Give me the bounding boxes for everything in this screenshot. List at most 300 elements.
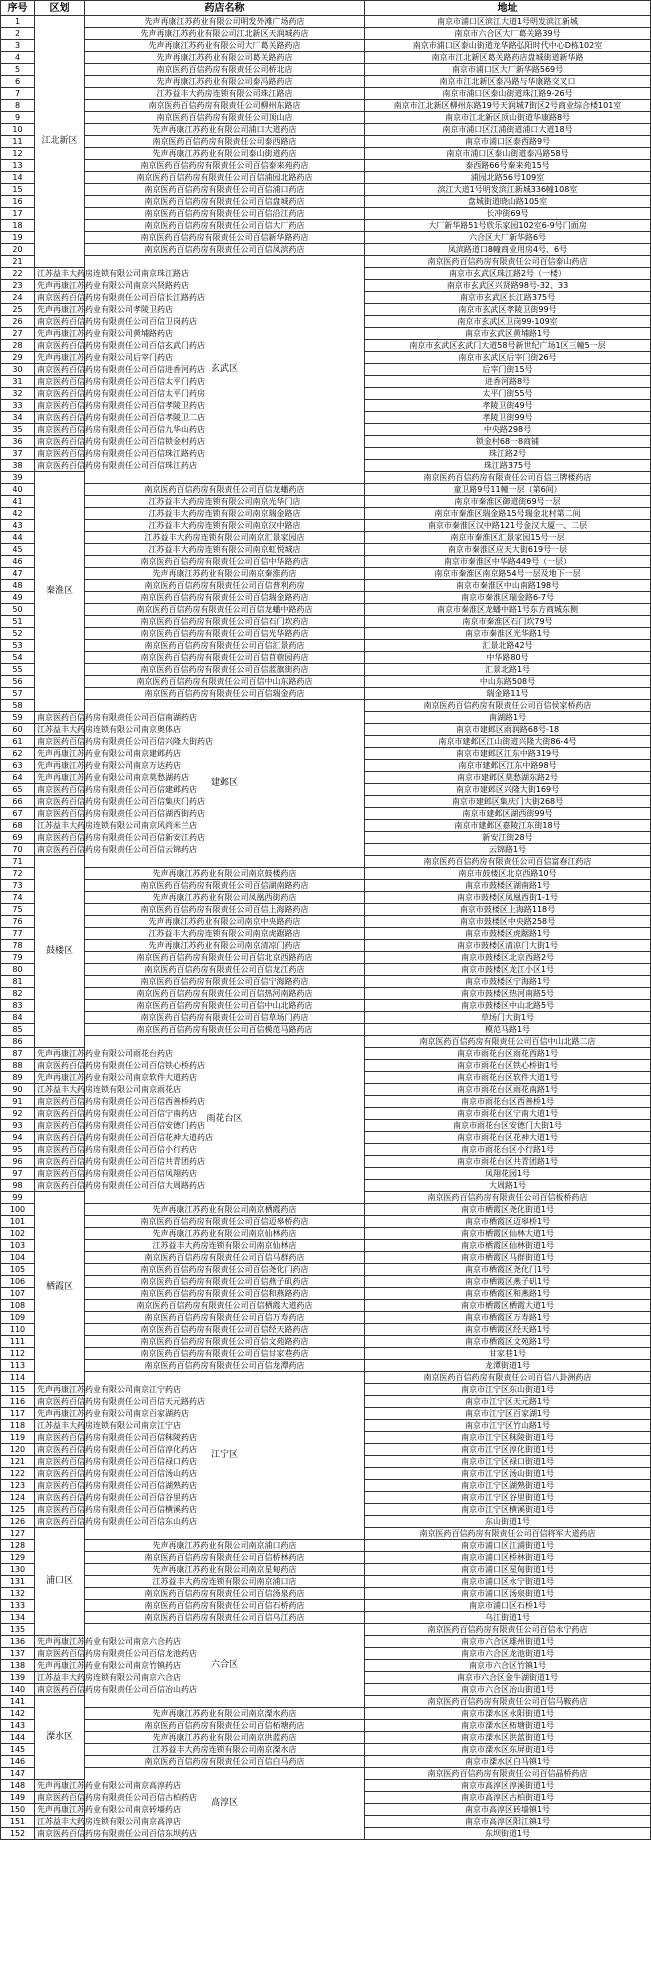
row-index: 8 bbox=[1, 100, 35, 112]
table-row bbox=[1, 1360, 651, 1372]
pharmacy-address: 南京市江北新区泰冯路与华康路交叉口 bbox=[365, 76, 651, 88]
pharmacy-address: 瑞金路11号 bbox=[365, 688, 651, 700]
pharmacy-name: 南京医药百信药房有限责任公司百信凤滨药店 bbox=[85, 244, 365, 256]
row-index: 38 bbox=[1, 460, 35, 472]
pharmacy-name: 先声再康江苏药业有限公司大厂葛关路药店 bbox=[85, 40, 365, 52]
pharmacy-address: 孝陵卫街49号 bbox=[365, 400, 651, 412]
table-row bbox=[1, 232, 651, 244]
row-index: 23 bbox=[1, 280, 35, 292]
pharmacy-name: 先声再康江苏药业有限公司南京洪蓝药店 bbox=[85, 1732, 365, 1744]
pharmacy-name: 南京医药百信药房有限责任公司百信泰山药店 bbox=[365, 256, 651, 268]
pharmacy-name: 先声再康江苏药业有限公司南京百家湖药店 bbox=[35, 1408, 85, 1420]
row-index: 106 bbox=[1, 1276, 35, 1288]
pharmacy-name: 南京医药百信药房有限责任公司百信永宁药店 bbox=[365, 1624, 651, 1636]
pharmacy-name: 江苏益丰大药房连锁有限公司南京仙林店 bbox=[85, 1240, 365, 1252]
pharmacy-name: 先声再康江苏药业有限公司葛关路药店 bbox=[85, 52, 365, 64]
pharmacy-name: 先声再康江苏药业有限公司南京鼓楼药店 bbox=[85, 868, 365, 880]
row-index: 81 bbox=[1, 976, 35, 988]
pharmacy-address: 南京市江宁区禄口街道1号 bbox=[365, 1456, 651, 1468]
row-index: 67 bbox=[1, 808, 35, 820]
pharmacy-address: 草场门大街1号 bbox=[365, 1012, 651, 1024]
pharmacy-name: 先声再康江苏药业有限公司泰冯路药店 bbox=[85, 76, 365, 88]
pharmacy-name: 先声再康江苏药业有限公司南京建邺药店 bbox=[35, 748, 85, 760]
row-index: 44 bbox=[1, 532, 35, 544]
row-index: 82 bbox=[1, 988, 35, 1000]
pharmacy-address: 珠江路2号 bbox=[365, 448, 651, 460]
row-index: 144 bbox=[1, 1732, 35, 1744]
row-index: 108 bbox=[1, 1300, 35, 1312]
row-index: 101 bbox=[1, 1216, 35, 1228]
pharmacy-address: 南京市栖霞区燕子矶1号 bbox=[365, 1276, 651, 1288]
pharmacy-address: 南京市栖霞区栖霞大道1号 bbox=[365, 1300, 651, 1312]
row-index: 125 bbox=[1, 1504, 35, 1516]
pharmacy-address: 南京市浦口区泰山街道泰冯路58号 bbox=[365, 148, 651, 160]
pharmacy-name: 南京医药百信药房有限责任公司百信安德门药店 bbox=[35, 1120, 85, 1132]
row-index: 140 bbox=[1, 1684, 35, 1696]
row-index: 48 bbox=[1, 580, 35, 592]
pharmacy-address: 南京市雨花台区西善桥1号 bbox=[365, 1096, 651, 1108]
pharmacy-name: 南京医药百信药房有限责任公司百信湖西街药店 bbox=[35, 808, 85, 820]
row-index: 40 bbox=[1, 484, 35, 496]
pharmacy-address: 南京市秦淮区汇景家园15号一层 bbox=[365, 532, 651, 544]
pharmacy-address: 南京市鼓楼区湖南路1号 bbox=[365, 880, 651, 892]
pharmacy-name: 南京医药百信药房有限责任公司百信西善桥药店 bbox=[35, 1096, 85, 1108]
pharmacy-name: 南京医药百信药房有限责任公司百信燕子矶药店 bbox=[85, 1276, 365, 1288]
table-row bbox=[1, 1708, 651, 1720]
row-index: 102 bbox=[1, 1228, 35, 1240]
row-index: 42 bbox=[1, 508, 35, 520]
row-index: 17 bbox=[1, 208, 35, 220]
table-row bbox=[1, 532, 651, 544]
pharmacy-address: 南京市建邺区江东中路98号 bbox=[365, 760, 651, 772]
table-row bbox=[1, 952, 651, 964]
row-index: 55 bbox=[1, 664, 35, 676]
row-index: 94 bbox=[1, 1132, 35, 1144]
pharmacy-name: 南京医药百信药房有限责任公司百信模范马路药店 bbox=[85, 1024, 365, 1036]
pharmacy-name: 南京医药百信药房有限责任公司百信迈皋桥药店 bbox=[85, 1216, 365, 1228]
table-row bbox=[1, 1276, 651, 1288]
row-index: 118 bbox=[1, 1420, 35, 1432]
pharmacy-address: 南京市浦口区泰山街道龙华路弘阳时代中心D栋102室 bbox=[365, 40, 651, 52]
pharmacy-address: 南京市栖霞区尧化门1号 bbox=[365, 1264, 651, 1276]
pharmacy-address: 南京市栖霞区迈皋桥1号 bbox=[365, 1216, 651, 1228]
header-row bbox=[1, 1, 651, 16]
table-row bbox=[1, 1012, 651, 1024]
district-cell: 江宁区 bbox=[85, 1372, 365, 1540]
pharmacy-name: 南京医药百信药房有限责任公司百信龙蟠药店 bbox=[85, 484, 365, 496]
pharmacy-name: 江苏益丰大药房连锁有限公司南京浦口店 bbox=[85, 1576, 365, 1588]
pharmacy-name: 江苏益丰大药房连锁有限公司南京六合店 bbox=[35, 1672, 85, 1684]
pharmacy-name: 南京医药百信药房有限责任公司百信桥林药店 bbox=[85, 1552, 365, 1564]
table-row bbox=[1, 700, 651, 712]
pharmacy-name: 南京医药百信药房有限责任公司百信柘塘药店 bbox=[85, 1720, 365, 1732]
table-row bbox=[1, 1240, 651, 1252]
pharmacy-name: 南京医药百信药房有限责任公司百信马鞍药店 bbox=[365, 1696, 651, 1708]
pharmacy-address: 南京市雨花台区铁心桥街1号 bbox=[365, 1060, 651, 1072]
district-cell: 栖霞区 bbox=[35, 1192, 85, 1384]
pharmacy-address: 南京市建邺区湖西街99号 bbox=[365, 808, 651, 820]
pharmacy-name: 南京医药百信药房有限责任公司百信北京西路药店 bbox=[85, 952, 365, 964]
table-row bbox=[1, 28, 651, 40]
pharmacy-name: 南京医药百信药房有限责任公司百信集庆门药店 bbox=[35, 796, 85, 808]
pharmacy-address: 南京市江宁区湖熟街道1号 bbox=[365, 1480, 651, 1492]
pharmacy-name: 南京医药百信药房有限责任公司百信经天路药店 bbox=[85, 1324, 365, 1336]
pharmacy-name: 先声再康江苏药业有限公司南京栖霞药店 bbox=[85, 1204, 365, 1216]
row-index: 65 bbox=[1, 784, 35, 796]
table-row bbox=[1, 100, 651, 112]
pharmacy-address: 南京市玄武区长江路375号 bbox=[365, 292, 651, 304]
pharmacy-name: 南京医药百信药房有限责任公司百信马群药店 bbox=[85, 1252, 365, 1264]
row-index: 133 bbox=[1, 1600, 35, 1612]
pharmacy-name: 南京医药百信药房有限责任公司百信长江路药店 bbox=[35, 292, 85, 304]
row-index: 145 bbox=[1, 1744, 35, 1756]
pharmacy-name: 先声再康江苏药业有限公司江北新区天润城药店 bbox=[85, 28, 365, 40]
pharmacy-name: 南京医药百信药房有限责任公司百信横溪药店 bbox=[35, 1504, 85, 1516]
table-row bbox=[1, 1000, 651, 1012]
pharmacy-address: 南湖路1号 bbox=[365, 712, 651, 724]
table-row bbox=[1, 16, 651, 28]
table-row bbox=[1, 1552, 651, 1564]
pharmacy-name: 南京医药百信药房有限责任公司百信龙江药店 bbox=[85, 964, 365, 976]
pharmacy-address: 南京市江宁区天元路1号 bbox=[365, 1396, 651, 1408]
row-index: 45 bbox=[1, 544, 35, 556]
pharmacy-name: 南京医药百信药房有限责任公司百信淳化药店 bbox=[35, 1444, 85, 1456]
table-row bbox=[1, 112, 651, 124]
pharmacy-address: 南京市溧水区东屏街道1号 bbox=[365, 1744, 651, 1756]
pharmacy-name: 南京医药百信药房有限责任公司百信泰来苑药店 bbox=[85, 160, 365, 172]
pharmacy-name: 先声再康江苏药业有限公司南京溧水药店 bbox=[85, 1708, 365, 1720]
pharmacy-address: 南京市六合区金牛湖街道1号 bbox=[365, 1672, 651, 1684]
pharmacy-name: 先声再康江苏药业有限公司南京浦口药店 bbox=[85, 1540, 365, 1552]
row-index: 3 bbox=[1, 40, 35, 52]
pharmacy-address: 南京市鼓楼区虎踞路1号 bbox=[365, 928, 651, 940]
row-index: 13 bbox=[1, 160, 35, 172]
row-index: 104 bbox=[1, 1252, 35, 1264]
row-index: 43 bbox=[1, 520, 35, 532]
pharmacy-address: 南京市秦淮区汉中路121号金汉大厦一、二层 bbox=[365, 520, 651, 532]
pharmacy-address: 后宰门街15号 bbox=[365, 364, 651, 376]
pharmacy-name: 江苏益丰大药房连锁有限公司南京珠江路店 bbox=[35, 268, 85, 280]
pharmacy-name: 先声再康江苏药业有限公司凤凰西街药店 bbox=[85, 892, 365, 904]
pharmacy-address: 南京市建邺区集庆门大街268号 bbox=[365, 796, 651, 808]
table-row bbox=[1, 1348, 651, 1360]
row-index: 88 bbox=[1, 1060, 35, 1072]
row-index: 126 bbox=[1, 1516, 35, 1528]
pharmacy-name: 江苏益丰大药房连锁有限公司南京汉中路店 bbox=[85, 520, 365, 532]
pharmacy-name: 南京医药百信药房有限责任公司百信白马药店 bbox=[85, 1756, 365, 1768]
pharmacy-name: 南京医药百信药房有限责任公司桥北店 bbox=[85, 64, 365, 76]
row-index: 61 bbox=[1, 736, 35, 748]
header-address: 地址 bbox=[365, 1, 651, 16]
pharmacy-address: 南京市栖霞区仙林大道1号 bbox=[365, 1228, 651, 1240]
pharmacy-address: 南京市雨花台区共青团路1号 bbox=[365, 1156, 651, 1168]
row-index: 121 bbox=[1, 1456, 35, 1468]
row-index: 141 bbox=[1, 1696, 35, 1708]
pharmacy-address: 南京市秦淮区瑞金路6-7号 bbox=[365, 592, 651, 604]
pharmacy-name: 南京医药百信药房有限责任公司百信板桥药店 bbox=[365, 1192, 651, 1204]
table-row bbox=[1, 520, 651, 532]
table-row bbox=[1, 1576, 651, 1588]
table-row bbox=[1, 592, 651, 604]
pharmacy-address: 滨江大道1号明发滨江新城336幢108室 bbox=[365, 184, 651, 196]
pharmacy-address: 南京市六合区龙池街道1号 bbox=[365, 1648, 651, 1660]
pharmacy-address: 大周路1号 bbox=[365, 1180, 651, 1192]
pharmacy-address: 南京市秦淮区南京路54号一层及地下一层 bbox=[365, 568, 651, 580]
pharmacy-address: 南京市玄武区卫岗99-109室 bbox=[365, 316, 651, 328]
pharmacy-name: 南京医药百信药房有限责任公司百信晶桥药店 bbox=[365, 1768, 651, 1780]
row-index: 28 bbox=[1, 340, 35, 352]
pharmacy-address: 南京市浦口区泰西路9号 bbox=[365, 136, 651, 148]
table-row bbox=[1, 196, 651, 208]
pharmacy-name: 南京医药百信药房有限责任公司百信孝陵卫二店 bbox=[35, 412, 85, 424]
pharmacy-name: 南京医药百信药房有限责任公司百信汤山药店 bbox=[35, 1468, 85, 1480]
pharmacy-name: 先声再康江苏药业有限公司浦口大道药店 bbox=[85, 124, 365, 136]
row-index: 116 bbox=[1, 1396, 35, 1408]
pharmacy-address: 南京市溧水区洪蓝街道1号 bbox=[365, 1732, 651, 1744]
pharmacy-name: 南京医药百信药房有限责任公司百信汤泉药店 bbox=[85, 1588, 365, 1600]
table-row bbox=[1, 208, 651, 220]
row-index: 30 bbox=[1, 364, 35, 376]
row-index: 109 bbox=[1, 1312, 35, 1324]
pharmacy-address: 南京市秦淮区应天大街619号一层 bbox=[365, 544, 651, 556]
pharmacy-address: 南京市江北新区柳州东路19号天润城7街区2号商业综合楼101室 bbox=[365, 100, 651, 112]
row-index: 10 bbox=[1, 124, 35, 136]
row-index: 36 bbox=[1, 436, 35, 448]
row-index: 78 bbox=[1, 940, 35, 952]
pharmacy-name: 先声再康江苏药业有限公司孝陵卫药店 bbox=[35, 304, 85, 316]
pharmacy-address: 南京市浦口区石桥1号 bbox=[365, 1600, 651, 1612]
pharmacy-name: 先声再康江苏药业有限公司南京中央路药店 bbox=[85, 916, 365, 928]
pharmacy-name: 江苏益丰大药房连锁有限公司南京光华门店 bbox=[85, 496, 365, 508]
row-index: 34 bbox=[1, 412, 35, 424]
table-row bbox=[1, 1288, 651, 1300]
pharmacy-name: 先声再康江苏药业有限公司南京高淳药店 bbox=[35, 1780, 85, 1792]
district-cell: 雨花台区 bbox=[85, 1036, 365, 1204]
pharmacy-name: 南京医药百信药房有限责任公司百信中山北路二店 bbox=[365, 1036, 651, 1048]
pharmacy-name: 南京医药百信药房有限责任公司百信和燕路药店 bbox=[85, 1288, 365, 1300]
pharmacy-name: 先声再康江苏药业有限公司雨花台药店 bbox=[35, 1048, 85, 1060]
row-index: 69 bbox=[1, 832, 35, 844]
pharmacy-name: 先声再康江苏药业有限公司南京软件大道药店 bbox=[35, 1072, 85, 1084]
table-row bbox=[1, 1324, 651, 1336]
pharmacy-name: 南京医药百信药房有限责任公司百信草场门药店 bbox=[85, 1012, 365, 1024]
row-index: 131 bbox=[1, 1576, 35, 1588]
pharmacy-name: 南京医药百信药房有限责任公司百信三牌楼药店 bbox=[365, 472, 651, 484]
row-index: 5 bbox=[1, 64, 35, 76]
pharmacy-address: 孝陵卫街99号 bbox=[365, 412, 651, 424]
pharmacy-address: 南京市玄武区珠江路2号（一楼） bbox=[365, 268, 651, 280]
row-index: 4 bbox=[1, 52, 35, 64]
row-index: 100 bbox=[1, 1204, 35, 1216]
row-index: 66 bbox=[1, 796, 35, 808]
row-index: 15 bbox=[1, 184, 35, 196]
pharmacy-address: 南京市溧水区柘塘街道1号 bbox=[365, 1720, 651, 1732]
row-index: 76 bbox=[1, 916, 35, 928]
pharmacy-name: 先声再康江苏药业有限公司南京秦淮药店 bbox=[85, 568, 365, 580]
pharmacy-address: 南京市雨花台区小行路1号 bbox=[365, 1144, 651, 1156]
pharmacy-name: 江苏益丰大药房连锁有限公司南京江宁店 bbox=[35, 1420, 85, 1432]
table-row bbox=[1, 124, 651, 136]
table-row bbox=[1, 544, 651, 556]
pharmacy-address: 南京市浦口区泰山街道珠江路9-26号 bbox=[365, 88, 651, 100]
pharmacy-name: 南京医药百信药房有限责任公司百信石桥药店 bbox=[85, 1600, 365, 1612]
pharmacy-name: 南京医药百信药房有限责任公司百信将军大道药店 bbox=[365, 1528, 651, 1540]
row-index: 68 bbox=[1, 820, 35, 832]
row-index: 98 bbox=[1, 1180, 35, 1192]
pharmacy-name: 南京医药百信药房有限责任公司百信孝陵卫药店 bbox=[35, 400, 85, 412]
table-row bbox=[1, 640, 651, 652]
pharmacy-name: 南京医药百信药房有限责任公司百信东坝药店 bbox=[35, 1828, 85, 1840]
pharmacy-address: 南京市玄武区兴贤路98号-32、33 bbox=[365, 280, 651, 292]
pharmacy-address: 南京市栖霞区和燕路1号 bbox=[365, 1288, 651, 1300]
table-row bbox=[1, 604, 651, 616]
row-index: 95 bbox=[1, 1144, 35, 1156]
row-index: 57 bbox=[1, 688, 35, 700]
table-row bbox=[1, 88, 651, 100]
row-index: 115 bbox=[1, 1384, 35, 1396]
pharmacy-address: 南京市六合区大厂葛关路39号 bbox=[365, 28, 651, 40]
row-index: 35 bbox=[1, 424, 35, 436]
row-index: 49 bbox=[1, 592, 35, 604]
pharmacy-name: 南京医药百信药房有限责任公司百信兴隆大街药店 bbox=[35, 736, 85, 748]
row-index: 29 bbox=[1, 352, 35, 364]
row-index: 149 bbox=[1, 1792, 35, 1804]
row-index: 27 bbox=[1, 328, 35, 340]
row-index: 86 bbox=[1, 1036, 35, 1048]
row-index: 11 bbox=[1, 136, 35, 148]
table-row bbox=[1, 76, 651, 88]
row-index: 132 bbox=[1, 1588, 35, 1600]
pharmacy-address: 南京市江宁区汤山街道1号 bbox=[365, 1468, 651, 1480]
pharmacy-name: 南京医药百信药房有限责任公司百信冶山药店 bbox=[35, 1684, 85, 1696]
table-row bbox=[1, 1600, 651, 1612]
row-index: 112 bbox=[1, 1348, 35, 1360]
row-index: 32 bbox=[1, 388, 35, 400]
pharmacy-name: 南京医药百信药房有限责任公司百信珠江药店 bbox=[35, 460, 85, 472]
table-row bbox=[1, 1612, 651, 1624]
district-cell: 鼓楼区 bbox=[35, 856, 85, 1048]
pharmacy-address: 中央路298号 bbox=[365, 424, 651, 436]
table-row bbox=[1, 1372, 651, 1384]
pharmacy-address: 南京市秦淮区中华路449号（一层） bbox=[365, 556, 651, 568]
pharmacy-name: 先声再康江苏药业有限公司南京砖墙药店 bbox=[35, 1804, 85, 1816]
district-cell: 六合区 bbox=[85, 1624, 365, 1708]
pharmacy-name: 南京医药百信药房有限责任公司百信中山北路药店 bbox=[85, 1000, 365, 1012]
row-index: 117 bbox=[1, 1408, 35, 1420]
pharmacy-name: 江苏益丰大药房连锁有限公司南京雨花店 bbox=[35, 1084, 85, 1096]
pharmacy-name: 南京医药百信药房有限责任公司百信瑞金路药店 bbox=[85, 592, 365, 604]
pharmacy-address: 南京市浦口区滨江大道1号明发滨江新城 bbox=[365, 16, 651, 28]
pharmacy-address: 南京市浦口区江浦街道1号 bbox=[365, 1540, 651, 1552]
row-index: 2 bbox=[1, 28, 35, 40]
table-row bbox=[1, 1756, 651, 1768]
row-index: 120 bbox=[1, 1444, 35, 1456]
pharmacy-address: 南京市鼓楼区上海路118号 bbox=[365, 904, 651, 916]
table-row bbox=[1, 1264, 651, 1276]
pharmacy-name: 南京医药百信药房有限责任公司百信浦口药店 bbox=[85, 184, 365, 196]
row-index: 71 bbox=[1, 856, 35, 868]
pharmacy-name: 南京医药百信药房有限责任公司百信热河南路药店 bbox=[85, 988, 365, 1000]
pharmacy-name: 南京医药百信药房有限责任公司柳州东路店 bbox=[85, 100, 365, 112]
row-index: 83 bbox=[1, 1000, 35, 1012]
row-index: 62 bbox=[1, 748, 35, 760]
district-cell: 江北新区 bbox=[35, 16, 85, 268]
pharmacy-address: 南京市建邺区江山街道兴隆大街86-4号 bbox=[365, 736, 651, 748]
row-index: 54 bbox=[1, 652, 35, 664]
table-row bbox=[1, 892, 651, 904]
pharmacy-address: 中山东路508号 bbox=[365, 676, 651, 688]
pharmacy-name: 南京医药百信药房有限责任公司百信乌江药店 bbox=[85, 1612, 365, 1624]
pharmacy-name: 南京医药百信药房有限责任公司百信中华路药店 bbox=[85, 556, 365, 568]
pharmacy-address: 南京市鼓楼区中央路258号 bbox=[365, 916, 651, 928]
pharmacy-address: 南京市江宁区竹山路1号 bbox=[365, 1420, 651, 1432]
pharmacy-name: 先声再康江苏药业有限公司南京兴贤路药店 bbox=[35, 280, 85, 292]
pharmacy-name: 先声再康江苏药业有限公司后宰门药店 bbox=[35, 352, 85, 364]
row-index: 152 bbox=[1, 1828, 35, 1840]
pharmacy-address: 泰西路66号秦来苑15号 bbox=[365, 160, 651, 172]
pharmacy-address: 南京市江宁区谷里街道1号 bbox=[365, 1492, 651, 1504]
row-index: 31 bbox=[1, 376, 35, 388]
row-index: 26 bbox=[1, 316, 35, 328]
row-index: 14 bbox=[1, 172, 35, 184]
pharmacy-address: 南京市建邺区兴隆大街169号 bbox=[365, 784, 651, 796]
pharmacy-address: 凤滨路道口8幢商业用房4号、6号 bbox=[365, 244, 651, 256]
table-row bbox=[1, 1216, 651, 1228]
row-index: 87 bbox=[1, 1048, 35, 1060]
row-index: 111 bbox=[1, 1336, 35, 1348]
row-index: 12 bbox=[1, 148, 35, 160]
pharmacy-address: 南京市溧水区永阳街道1号 bbox=[365, 1708, 651, 1720]
pharmacy-name: 南京医药百信药房有限责任公司泰西路店 bbox=[85, 136, 365, 148]
table-row bbox=[1, 1564, 651, 1576]
pharmacy-name: 先声再康江苏药业有限公司南京江宁药店 bbox=[35, 1384, 85, 1396]
pharmacy-name: 南京医药百信药房有限责任公司百信新华路药店 bbox=[85, 232, 365, 244]
pharmacy-address: 浦园北路56号109室 bbox=[365, 172, 651, 184]
table-row bbox=[1, 136, 651, 148]
pharmacy-name: 先声再康江苏药业有限公司明发外滩广场药店 bbox=[85, 16, 365, 28]
pharmacy-address: 东坝街道1号 bbox=[365, 1828, 651, 1840]
pharmacy-name: 南京医药百信药房有限责任公司百信湖熟药店 bbox=[35, 1480, 85, 1492]
pharmacy-address: 南京市秦淮区中山南路198号 bbox=[365, 580, 651, 592]
district-cell: 玄武区 bbox=[85, 256, 365, 484]
pharmacy-name: 南京医药百信药房有限责任公司百信浦园北路药店 bbox=[85, 172, 365, 184]
district-cell: 高淳区 bbox=[85, 1768, 365, 1840]
pharmacy-address: 南京市鼓楼区龙江小区1号 bbox=[365, 964, 651, 976]
row-index: 93 bbox=[1, 1120, 35, 1132]
pharmacy-address: 南京市栖霞区马群街道1号 bbox=[365, 1252, 651, 1264]
row-index: 19 bbox=[1, 232, 35, 244]
table-row bbox=[1, 1720, 651, 1732]
table-row bbox=[1, 256, 651, 268]
pharmacy-address: 南京市鼓楼区清凉门大街1号 bbox=[365, 940, 651, 952]
row-index: 58 bbox=[1, 700, 35, 712]
pharmacy-address: 南京市秦淮区龙蟠中路1号东方商城东侧 bbox=[365, 604, 651, 616]
pharmacy-address: 南京市浦口区汤泉街道1号 bbox=[365, 1588, 651, 1600]
pharmacy-address: 乌江街道1号 bbox=[365, 1612, 651, 1624]
pharmacy-name: 先声再康江苏药业有限公司南京六合药店 bbox=[35, 1636, 85, 1648]
row-index: 16 bbox=[1, 196, 35, 208]
row-index: 75 bbox=[1, 904, 35, 916]
header-district: 区划 bbox=[35, 1, 85, 16]
row-index: 90 bbox=[1, 1084, 35, 1096]
pharmacy-name: 南京医药百信药房有限责任公司百信铁心桥药店 bbox=[35, 1060, 85, 1072]
pharmacy-address: 南京市鼓楼区北京西路10号 bbox=[365, 868, 651, 880]
pharmacy-address: 南京市江北新区葛关路药店盘城街道新华路 bbox=[365, 52, 651, 64]
row-index: 114 bbox=[1, 1372, 35, 1384]
pharmacy-name: 南京医药百信药房有限责任公司百信文苑路药店 bbox=[85, 1336, 365, 1348]
pharmacy-address: 南京市江宁区秣陵街道1号 bbox=[365, 1432, 651, 1444]
pharmacy-address: 龙潭街道1号 bbox=[365, 1360, 651, 1372]
